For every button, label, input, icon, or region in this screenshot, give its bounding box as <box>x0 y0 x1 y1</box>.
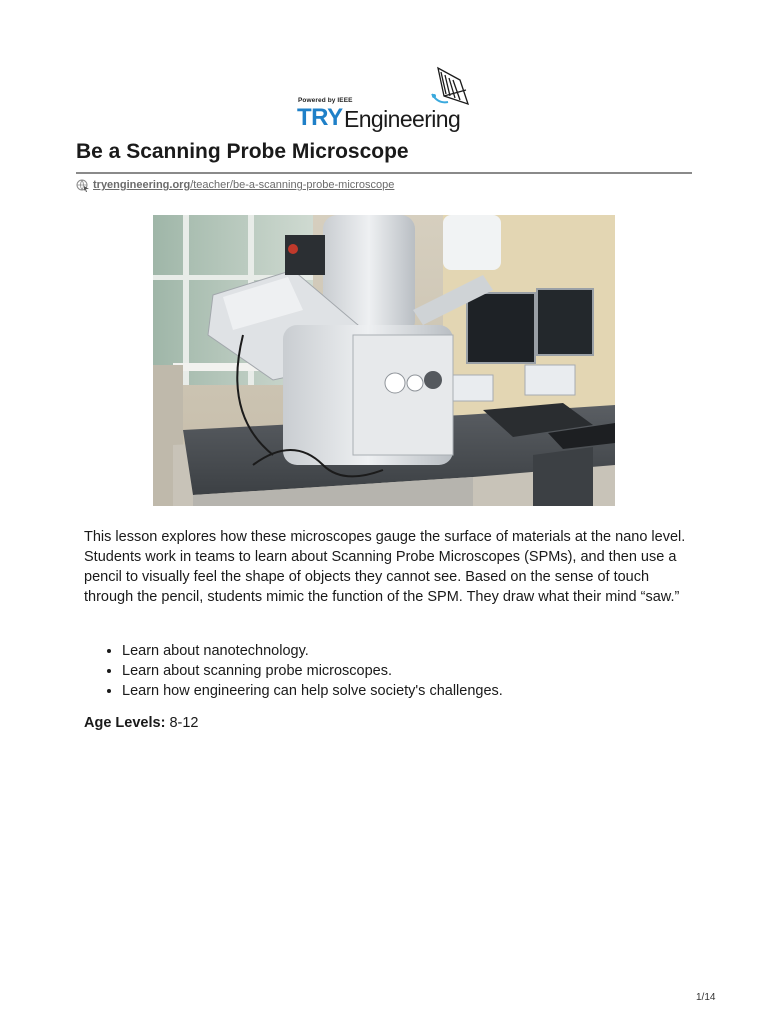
logo-engineering-text: Engineering <box>344 106 461 132</box>
powered-by-ieee: Powered by IEEE <box>298 97 353 104</box>
list-item: • Learn about scanning probe microscopes. <box>122 661 682 681</box>
age-levels <box>84 715 198 731</box>
age-levels-label: Age Levels: <box>84 715 166 731</box>
source-url[interactable] <box>76 178 394 192</box>
logo-try-text: TRY <box>297 104 343 131</box>
lesson-description: This lesson explores how these microscopes gauge the surface of materials at the nano level. Students work in teams to learn about Scanning Probe Microscopes (SPMs), and then use a pencil to visually feel the shape of objects they cannot see. Based on the sense of touch through the pencil, students mimic the function of the SPM. They draw what their mind “saw.” <box>84 529 686 605</box>
tryengineering-logo <box>296 66 476 136</box>
list-item: • Learn how engineering can help solve society's challenges. <box>122 681 682 701</box>
page-title: Be a Scanning Probe Microscope <box>76 140 409 163</box>
microscope-photo <box>153 215 615 506</box>
globe-link-icon <box>76 178 90 192</box>
learning-goals-list <box>84 641 682 701</box>
source-link[interactable] <box>93 179 394 191</box>
source-path: /teacher/be-a-scanning-probe-microscope <box>190 178 395 191</box>
source-domain: tryengineering.org <box>93 178 191 191</box>
age-levels-value: 8-12 <box>169 715 199 731</box>
desk-icon <box>533 447 593 506</box>
page-number: 1/14 <box>696 992 716 1003</box>
list-item: • Learn about nanotechnology. <box>122 641 682 661</box>
title-divider <box>76 172 692 174</box>
monitor-icon <box>467 289 593 363</box>
logo-butterfly-icon <box>430 66 474 108</box>
